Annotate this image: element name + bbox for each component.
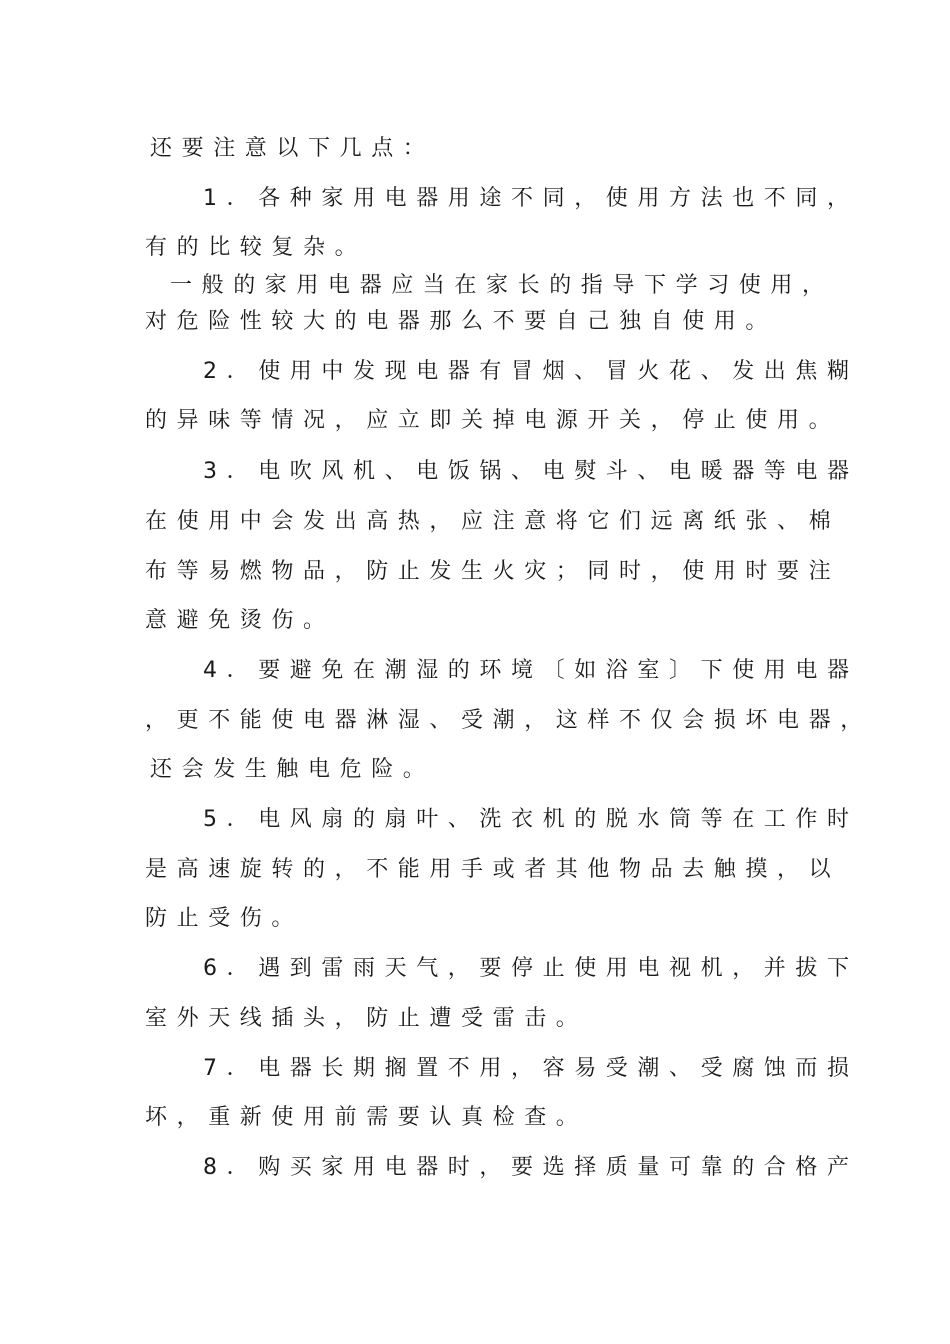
- item-7-line-2: 坏，重新使用前需要认真检查。: [145, 1105, 588, 1130]
- item-5-line-2: 是高速旋转的，不能用手或者其他物品去触摸，以: [145, 857, 841, 882]
- item-8-line-1: 8．购买家用电器时，要选择质量可靠的合格产: [203, 1155, 859, 1180]
- item-7-line-1: 7．电器长期搁置不用，容易受潮、受腐蚀而损: [203, 1056, 859, 1081]
- item-1-line-2: 有的比较复杂。: [145, 235, 367, 260]
- item-2-line-1: 2．使用中发现电器有冒烟、冒火花、发出焦糊: [203, 359, 859, 384]
- item-5-line-3: 防止受伤。: [145, 906, 304, 931]
- item-3-line-3: 布等易燃物品，防止发生火灾；同时，使用时要注: [145, 559, 841, 584]
- item-6-line-1: 6．遇到雷雨天气，要停止使用电视机，并拔下: [203, 956, 859, 981]
- item-1-line-4: 对危险性较大的电器那么不要自己独自使用。: [145, 309, 778, 334]
- item-6-line-2: 室外天线插头，防止遭受雷击。: [145, 1006, 588, 1031]
- intro-line: 还要注意以下几点：: [150, 136, 435, 161]
- item-4-line-2: ，更不能使电器淋湿、受潮，这样不仅会损坏电器，: [145, 708, 872, 733]
- item-1-line-1: 1．各种家用电器用途不同，使用方法也不同，: [203, 186, 859, 211]
- item-3-line-2: 在使用中会发出高热，应注意将它们远离纸张、棉: [145, 509, 841, 534]
- item-1-line-3: 一般的家用电器应当在家长的指导下学习使用，: [170, 273, 834, 298]
- item-3-line-1: 3．电吹风机、电饭锅、电熨斗、电暖器等电器: [203, 459, 859, 484]
- item-3-line-4: 意避免烫伤。: [145, 608, 335, 633]
- item-2-line-2: 的异味等情况，应立即关掉电源开关，停止使用。: [145, 408, 841, 433]
- item-4-line-1: 4．要避免在潮湿的环境〔如浴室〕下使用电器: [203, 658, 859, 683]
- item-4-line-3: 还会发生触电危险。: [150, 757, 435, 782]
- item-5-line-1: 5．电风扇的扇叶、洗衣机的脱水筒等在工作时: [203, 807, 859, 832]
